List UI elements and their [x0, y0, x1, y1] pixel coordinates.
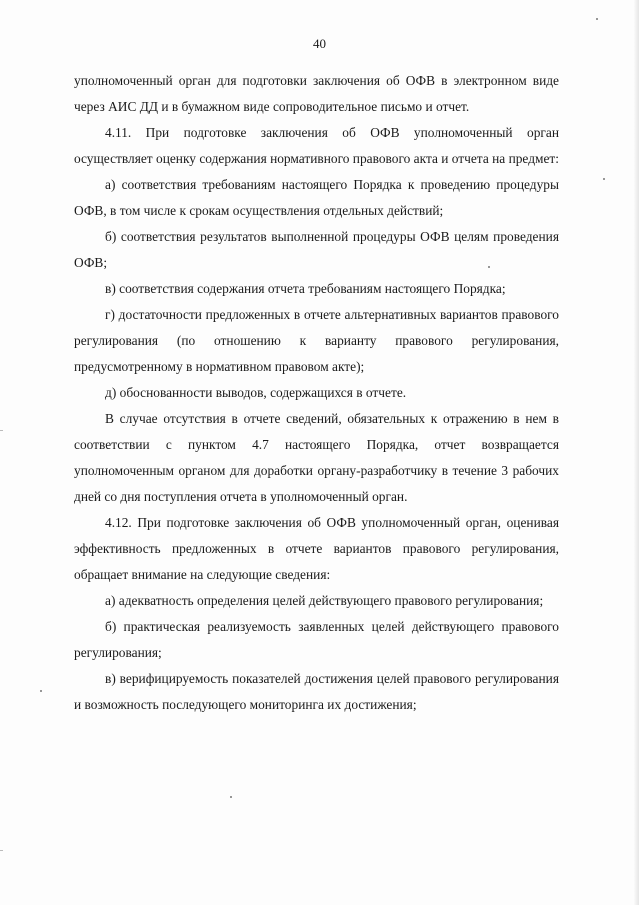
list-item-a: а) соответствия требованиям настоящего Порядка к проведению процедуры ОФВ, в том числе к срокам осуществления отдельных действий; — [74, 177, 559, 218]
list-item-v: в) соответствия содержания отчета требованиям настоящего Порядка; — [105, 281, 506, 296]
list-item-v-2: в) верифицируемость показателей достижения целей правового регулирования и возможность последующего мониторинга их достижения; — [74, 671, 559, 712]
scan-speck — [596, 18, 598, 20]
paragraph-4-12: 4.12. При подготовке заключения об ОФВ уполномоченный орган, оценивая эффективность предложенных в отчете вариантов правового регулирования, обращает внимание на следующие сведения: — [74, 515, 559, 582]
list-item-a-2: а) адекватность определения целей действующего правового регулирования; — [105, 593, 544, 608]
paragraph-continuation: уполномоченный орган для подготовки заключения об ОФВ в электронном виде через АИС ДД и в бумажном виде сопроводительное письмо и отчет. — [74, 73, 559, 114]
list-item-g: г) достаточности предложенных в отчете альтернативных вариантов правового регулирования (по отношению к варианту правового регулирования, предусмотренному в нормативном правовом акте); — [74, 307, 559, 374]
list-item-d: д) обоснованности выводов, содержащихся в отчете. — [105, 385, 407, 400]
paragraph-4-11: 4.11. При подготовке заключения об ОФВ уполномоченный орган осуществляет оценку содержания нормативного правового акта и отчета на предмет: — [74, 125, 560, 166]
scan-speck — [603, 178, 605, 180]
page-number: 40 — [313, 36, 326, 51]
list-item-b-2: б) практическая реализуемость заявленных целей действующего правового регулирования; — [74, 619, 559, 660]
document-body — [74, 68, 559, 718]
scan-mark — [0, 430, 3, 431]
scan-speck — [230, 796, 232, 798]
scan-speck — [488, 266, 490, 268]
list-item-b: б) соответствия результатов выполненной процедуры ОФВ целям проведения ОФВ; — [74, 229, 559, 270]
page-edge-shadow — [633, 0, 639, 905]
scan-mark — [0, 850, 3, 851]
paragraph-return-notice: В случае отсутствия в отчете сведений, обязательных к отражению в нем в соответствии с пунктом 4.7 настоящего Порядка, отчет возвращается уполномоченным органом для доработки органу-разработчику в течение 3 рабочих дней со дня поступления отчета в уполномоченный орган. — [74, 411, 559, 504]
scan-speck — [40, 690, 42, 692]
